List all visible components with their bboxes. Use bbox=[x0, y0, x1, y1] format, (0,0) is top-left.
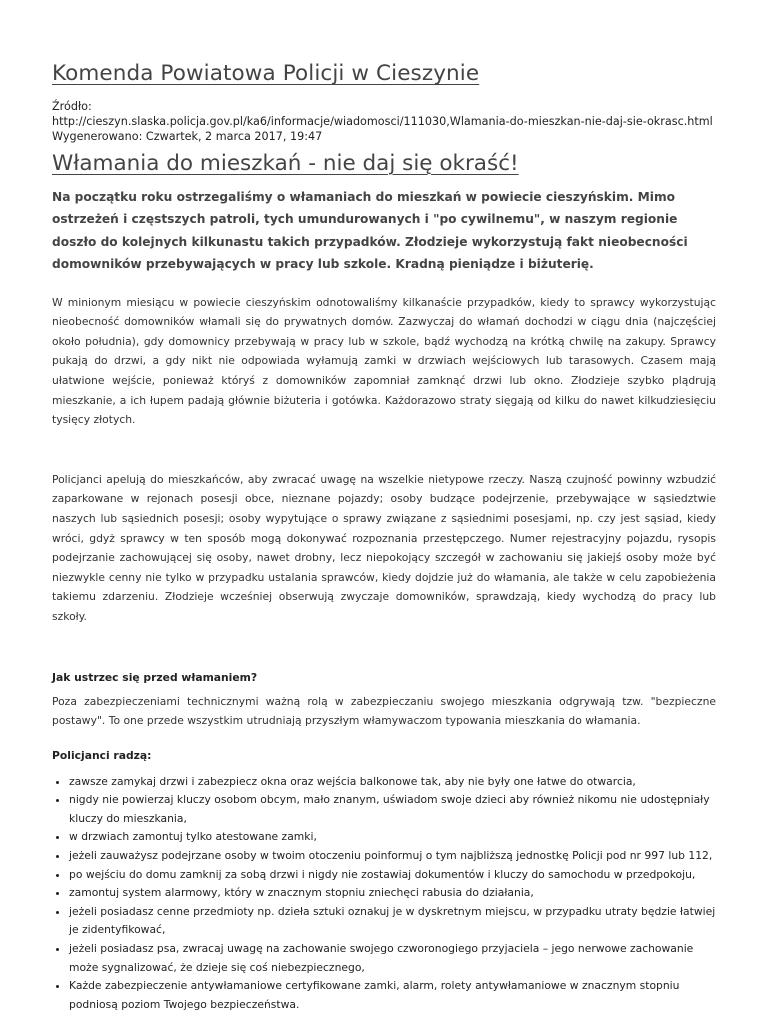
list-item: • zawsze zamykaj drzwi i zabezpiecz okna oraz wejścia balkonowe tak, aby nie były one łatwe do otwarcia, bbox=[69, 773, 716, 792]
list-item: • jeżeli posiadasz psa, zwracaj uwagę na zachowanie swojego czworonogiego przyjaciela – jego nerwowe zachowanie może sygnalizować, że dzieje się coś niebezpiecznego, bbox=[69, 940, 716, 977]
subheading-how-to-protect: Jak ustrzec się przed włamaniem? bbox=[52, 670, 258, 684]
list-item: • w drzwiach zamontuj tylko atestowane zamki, bbox=[69, 828, 716, 847]
list-item: • po wejściu do domu zamknij za sobą drzwi i nigdy nie zostawiaj dokumentów i kluczy do samochodu w przedpokoju, bbox=[69, 866, 716, 885]
article-title: Włamania do mieszkań - nie daj się okraść! bbox=[52, 150, 519, 176]
list-item: • zamontuj system alarmowy, który w znacznym stopniu zniechęci rabusia do działania, bbox=[69, 884, 716, 903]
article-lead: Na początku roku ostrzegaliśmy o włamaniach do mieszkań w powiecie cieszyńskim. Mimo ostrzeżeń i częstszych patroli, tych umundurowanych i "po cywilnemu", w naszym regionie doszło do kolejnych kilkunastu takich przypadków. Złodzieje wykorzystują fakt nieobecności domowników przebywających w pracy lub szkole. Kradną pieniądze i biżuterię. bbox=[52, 189, 688, 272]
paragraph-1: W minionym miesiącu w powiecie cieszyńskim odnotowaliśmy kilkanaście przypadków, kiedy to sprawcy wykorzystując nieobecność domowników włamali się do prywatnych domów. Zazwyczaj do włamań dochodzi w ciągu dnia (najczęściej około południa), gdy domownicy przebywają w pracy lub w szkole, bądź wychodzą na krótką chwilę na zakupy. Sprawcy pukają do drzwi, a gdy nikt nie odpowiada wyłamują zamki w drzwiach wejściowych lub tarasowych. Czasem mają ułatwione wejście, ponieważ któryś z domowników zapomniał zamknąć drzwi lub okno. Złodzieje szybko plądrują mieszkanie, a ich łupem padają głównie biżuteria i gotówka. Każdorazowo straty sięgają od kilku do nawet kilkudziesięciu tysięcy złotych. bbox=[52, 295, 716, 427]
list-item: • nigdy nie powierzaj kluczy osobom obcym, mało znanym, uświadom swoje dzieci aby również nikomu nie udostępniały kluczy do mieszkania, bbox=[69, 791, 716, 828]
generated-timestamp: Wygenerowano: Czwartek, 2 marca 2017, 19:47 bbox=[52, 130, 323, 144]
paragraph-3: Poza zabezpieczeniami technicznymi ważną rolą w zabezpieczaniu swojego mieszkania odgrywają tzw. "bezpieczne postawy". To one przede wszystkim utrudniają przyszłym włamywaczom typowania mieszkania do włamania. bbox=[52, 694, 716, 728]
site-title: Komenda Powiatowa Policji w Cieszynie bbox=[52, 61, 480, 86]
tips-list bbox=[52, 773, 716, 1014]
source-label: Źródło: bbox=[52, 100, 92, 113]
subheading-police-advise: Policjanci radzą: bbox=[52, 748, 152, 762]
source-url: http://cieszyn.slaska.policja.gov.pl/ka6/informacje/wiadomosci/111030,Wlamania-do-mieszkan-nie-daj-sie-okrasc.html bbox=[52, 115, 713, 129]
list-item: • Każde zabezpieczenie antywłamaniowe certyfikowane zamki, alarm, rolety antywłamaniowe w znacznym stopniu podniosą poziom Twojego bezpieczeństwa. bbox=[69, 977, 716, 1014]
list-item: • jeżeli posiadasz cenne przedmioty np. dzieła sztuki oznakuj je w dyskretnym miejscu, w przypadku utraty będzie łatwiej je zidentyfikować, bbox=[69, 903, 716, 940]
paragraph-2: Policjanci apelują do mieszkańców, aby zwracać uwagę na wszelkie nietypowe rzeczy. Naszą czujność powinny wzbudzić zaparkowane w rejonach posesji obce, nieznane pojazdy; osoby budzące podejrzenie, przebywające w sąsiedztwie naszych lub sąsiednich posesji; osoby wypytujące o sprawy związane z sąsiednimi posesjami, np. czy jest sąsiad, kiedy wróci, gdyż sprawcy w ten sposób mogą dokonywać rozpoznania przestępczego. Numer rejestracyjny pojazdu, rysopis podejrzanie zachowującej się osoby, nawet drobny, lecz niepokojący szczegół w zachowaniu się jakiejś osoby może być niezwykle cenny nie tylko w przypadku ustalania sprawców, kiedy dojdzie już do włamania, ale także w celu zapobieżenia takiemu zdarzeniu. Złodzieje wcześniej obserwują zwyczaje domowników, sprawdzają, kiedy wychodzą do pracy lub szkoły. bbox=[52, 472, 716, 623]
document-meta bbox=[52, 99, 716, 145]
list-item: • jeżeli zauważysz podejrzane osoby w twoim otoczeniu poinformuj o tym najbliższą jednostkę Policji pod nr 997 lub 112, bbox=[69, 847, 716, 866]
